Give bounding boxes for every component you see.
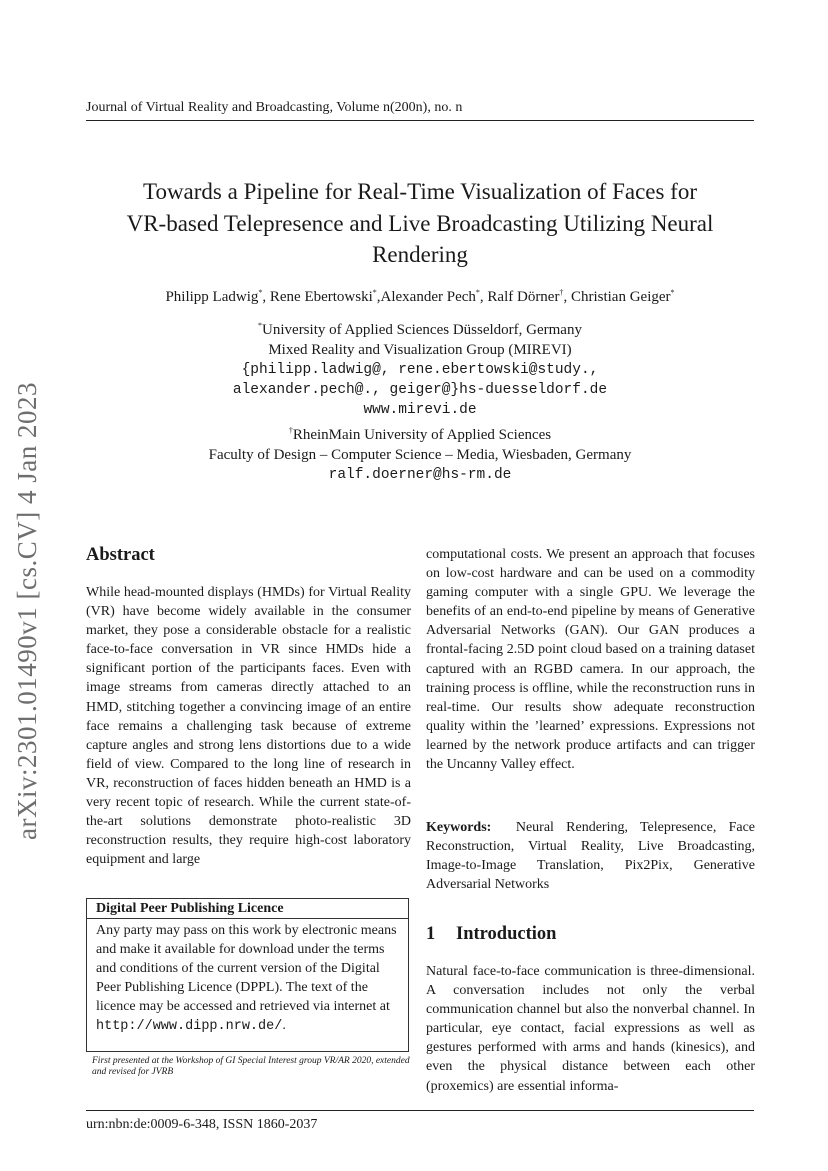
abstract-heading: Abstract [86,545,155,565]
licence-text: Any party may pass on this work by electronic means and make it available for download under the terms and conditions of the current version of the Digital Peer Publishing Licence (DPPL). The text of the licence may be accessed and retrieved via internet at http://www.dipp.nrw.de/. [96,923,397,1035]
paper-title [86,176,754,271]
title-line: VR-based Telepresence and Live Broadcasting Utilizing Neural [126,210,714,236]
section-title: Introduction [456,924,557,944]
email-addresses: {philipp.ladwig@, rene.ebertowski@study., [241,362,599,378]
header-rule [86,120,754,121]
licence-heading: Digital Peer Publishing Licence [87,899,408,919]
running-head: Journal of Virtual Reality and Broadcasting, Volume n(200n), no. n [86,100,463,115]
author-mark: † [559,288,564,297]
licence-box [86,898,409,1052]
affiliation-group: Mixed Reality and Visualization Group (MIREVI) [268,342,572,358]
email-addresses: alexander.pech@., geiger@}hs-duesseldorf.de [232,382,608,398]
affiliation-name: University of Applied Sciences Düsseldorf, Germany [262,322,582,338]
arxiv-stamp: arXiv:2301.01490v1 [cs.CV] 4 Jan 2023 [12,382,42,840]
section-number: 1 [426,924,436,944]
affiliation-department: Faculty of Design – Computer Science – Media, Wiesbaden, Germany [208,447,632,463]
keywords-text: Neural Rendering, Telepresence, Face Reconstruction, Virtual Reality, Live Broadcasting, Image-to-Image Translation, Pix2Pix, Generative Adversarial Networks [426,820,755,893]
footer-rule [86,1110,754,1111]
keywords-label: Keywords: [426,820,492,835]
introduction-heading [426,924,556,945]
title-line: Towards a Pipeline for Real-Time Visualization of Faces for [143,179,697,204]
author-mark: * [475,288,480,297]
abstract-text-right: computational costs. We present an approach that focuses on low-cost hardware and can be used on a commodity gaming computer with a single GPU. We leverage the benefits of an end-to-end pipeline by means of Generative Adversarial Networks (GAN). Our GAN produces a frontal-facing 2.5D point cloud based on a training dataset captured with an RGBD camera. In our approach, the training process is offline, while the reconstruction runs in real-time. Our results show adequate reconstruction quality within the ’learned’ expressions. Expressions not learned by the network produce artifacts and can trigger the Uncanny Valley effect. [426,547,755,773]
author-mark: * [258,288,263,297]
website-link[interactable]: www.mirevi.de [363,402,477,418]
author-name: Ralf Dörner [487,289,560,305]
affiliation-1 [86,316,754,420]
first-presented-note: First presented at the Workshop of GI Special Interest group VR/AR 2020, extended and revised for JVRB [92,1056,410,1077]
abstract-text-left: While head-mounted displays (HMDs) for Virtual Reality (VR) have become widely available in the consumer market, they pose a considerable obstacle for a realistic face-to-face conversation in VR since HMDs hide a significant portion of the participants faces. Even with image streams from cameras directly attached to an HMD, stitching together a convincing image of an entire face remains a challenging task because of extreme capture angles and strong lens distortions due to a wide field of view. Compared to the long line of research in VR, reconstruction of faces hidden beneath an HMD is a very recent topic of research. While the current state-of-the-art solutions demonstrate photo-realistic 3D reconstruction results, they require high-cost laboratory equipment and large [86,585,411,868]
footer-text: urn:nbn:de:0009-6-348, ISSN 1860-2037 [86,1117,318,1132]
author-name: Rene Ebertowski [269,289,373,305]
author-name: Christian Geiger [570,289,671,305]
keywords [426,818,755,894]
affiliation-name: RheinMain University of Applied Sciences [292,427,552,443]
affiliation-2 [86,421,754,485]
introduction-text: Natural face-to-face communication is three-dimensional. A conversation includes not only the verbal communication channel but also the nonverbal channel. In particular, eye contact, facial expressions as well as gestures performed with arms and hands (kinesics), and even the physical distance between each other (proxemics) are essential informa- [426,964,755,1094]
author-mark: * [670,288,675,297]
licence-url[interactable]: http://www.dipp.nrw.de/ [96,1019,283,1035]
title-line: Rendering [372,242,468,267]
author-list: Philipp Ladwig*, Rene Ebertowski*,Alexander Pech*, Ralf Dörner†, Christian Geiger* [165,288,675,305]
author-mark: * [372,288,377,297]
affiliation-mark: * [258,321,263,330]
author-name: Alexander Pech [380,289,476,305]
email-address[interactable]: ralf.doerner@hs-rm.de [328,467,512,483]
affiliation-mark: † [288,426,293,435]
author-name: Philipp Ladwig [165,289,259,305]
